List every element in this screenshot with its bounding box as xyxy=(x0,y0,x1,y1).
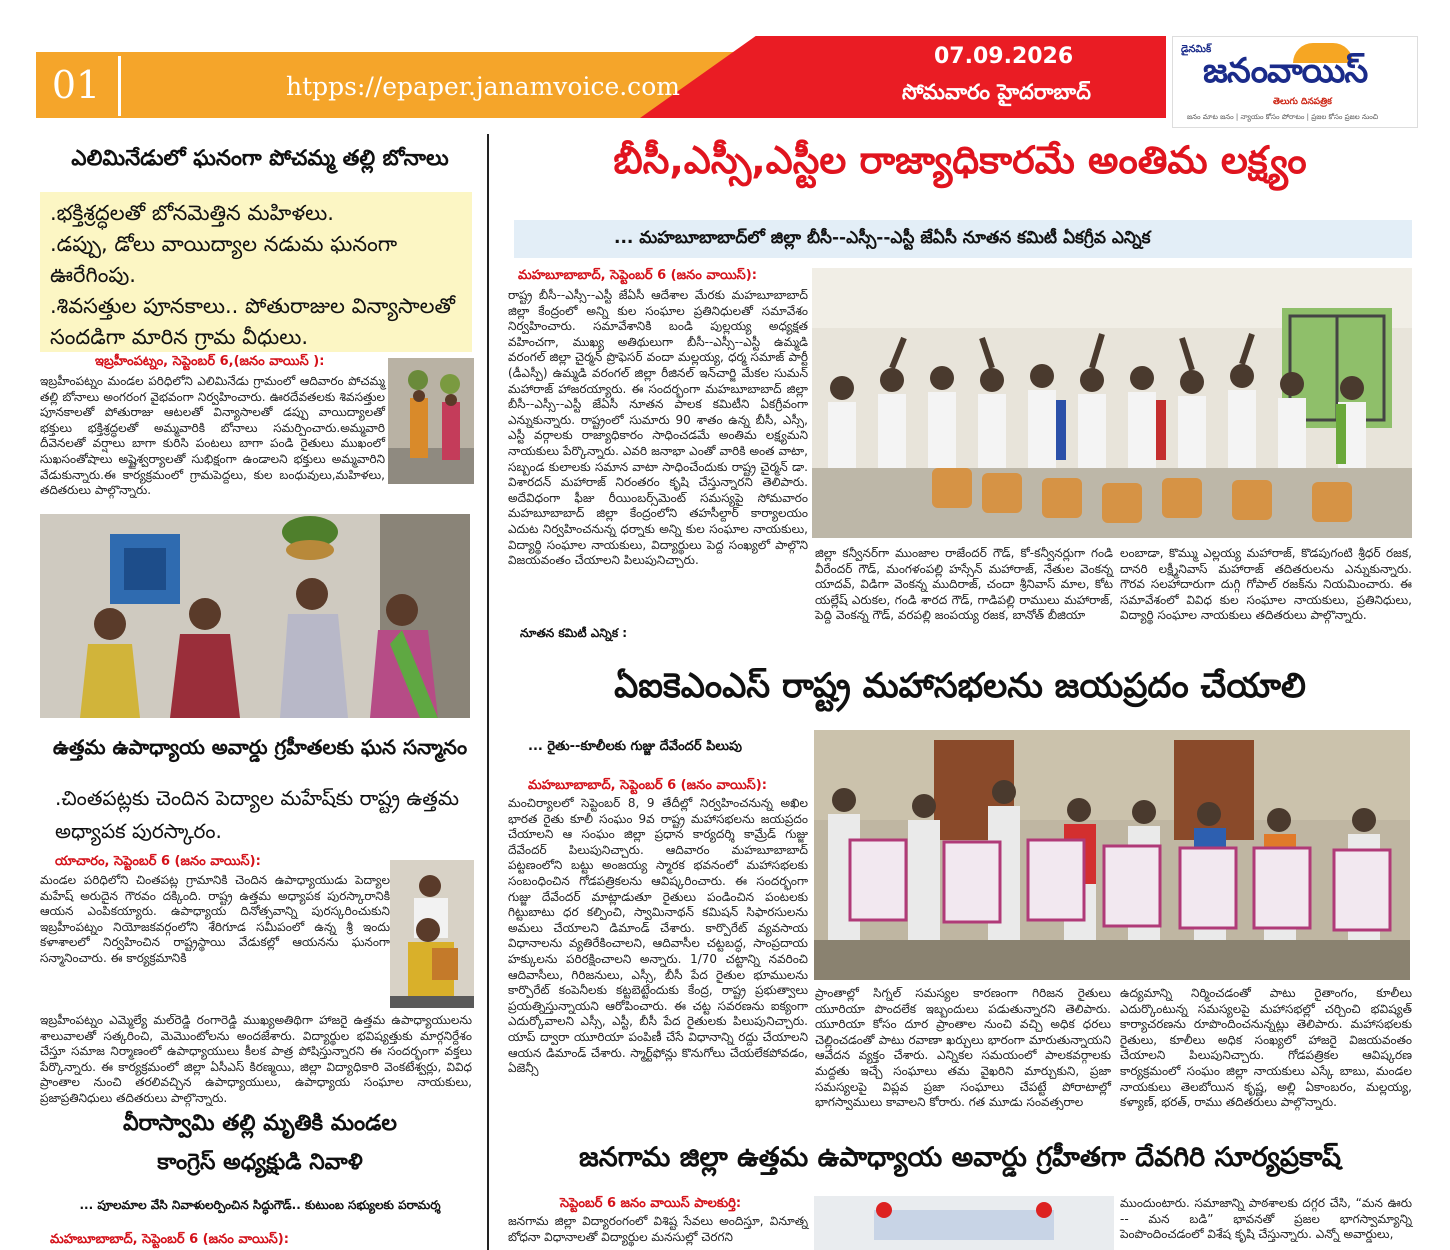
story-body: ఇబ్రహీంపట్నం ఎమ్మెల్యే మల్‌రెడ్డి రంగారెడ్డి ముఖ్యఅతిథిగా హాజరై ఉత్తమ ఉపాధ్యాయులను శాలువాలతో సత్కరించి, మెమొంటోలను అందజేశారు. విద్యార్థుల భవిష్యత్తుకు మార్గనిర్దేశం చేస్తూ సమాజ నిర్మాణంలో ఉపాధ్యాయులు కీలక పాత్ర పోషిస్తున్నారని ఈ సందర్భంగా వక్తలు పేర్కొన్నారు. ఈ కార్యక్రమంలో జిల్లా ఏసీఎస్ కిరణ్మయి, జిల్లా విద్యాధికారి వెంకటేశ్వర్లు, వివిధ ప్రాంతాల నుంచి తరలివచ్చిన ఉపాధ్యాయులు, ఉపాధ్యాయ సంఘాల నాయకులు, ప్రజాప్రతినిధులు తదితరులు పాల్గొన్నారు. xyxy=(40,1013,472,1105)
teacher-award-event-photo xyxy=(814,1196,1114,1250)
story-subheadline: ... మహబూబాబాద్‌లో జిల్లా బీసీ--ఎస్సీ--ఎస్టీ జేఏసీ నూతన కమిటీ ఏకగ్రీవ ఎన్నిక xyxy=(614,228,1151,248)
story-body: ఇబ్రహీంపట్నం మండల పరిధిలోని ఎలిమినేడు గ్రామంలో ఆదివారం పోచమ్మ తల్లి బోనాలు అంగరంగ వైభవంగా నిర్వహించారు. ఊరదేవతలకు శివసత్తుల పూనకాలతో పోతురాజు ఆటలతో విన్యాసాలతో డప్పు వాయిద్యాలతో భక్తులు భక్తిశ్రద్ధలతో అమ్మవారికి బోనాలు సమర్పించారు.అమ్మవారి దీవెనలతో వర్షాలు బాగా కురిసి పంటలు బాగా పండి రైతులు ముఖంలో సుఖసంతోషాలు అష్టైశ్వర్యాలతో సుభిక్షంగా ఉండాలని భక్తులు అమ్మవారిని వేడుకున్నారు.ఈ కార్యక్రమంలో గ్రామపెద్దలు, కుల బంధువులు,మహిళలు, తదితరులు పాల్గొన్నారు. xyxy=(40,374,385,498)
highlight-bullet: .డప్పు, డోలు వాయిద్యాల నడుమ ఘనంగా ఊరేగింపు. xyxy=(50,232,398,287)
story-headline: ఉత్తమ ఉపాధ్యాయ అవార్డు గ్రహీతలకు ఘన సన్మానం xyxy=(52,735,468,759)
story-subheadline: ... పూలమాల వేసి నివాళులర్పించిన సిద్ధుగౌడ్.. కుటుంబ సభ్యులకు పరామర్శ xyxy=(79,1198,441,1212)
issue-date: 07.09.2026 xyxy=(934,44,1074,69)
story-dateline: ఇబ్రహీంపట్నం, సెప్టెంబర్ 6,(జనం వాయిస్ ): xyxy=(95,354,325,369)
column-divider xyxy=(487,134,489,1250)
story-dateline: మహబూబాబాద్, సెప్టెంబర్ 6 (జనం వాయిస్): xyxy=(518,268,757,283)
issue-day-city: సోమవారం హైదరాబాద్ xyxy=(902,80,1091,104)
logo-motto: జనం మాట జనం | న్యాయం కోసం పోరాటం | ప్రజల కోసం ప్రజల నుంచి xyxy=(1187,113,1379,121)
highlight-bullet: .శివసత్తుల పూనకాలు.. పోతురాజుల విన్యాసాలతో సందడిగా మారిన గ్రామ వీధులు. xyxy=(50,294,455,349)
logo-small-text: డైనమిక్ xyxy=(1181,44,1212,55)
aikms-poster-release-photo xyxy=(814,730,1410,980)
story-headline: వీరాస్వామి తల్లి మృతికి మండల xyxy=(122,1111,398,1136)
women-with-bonam-photo xyxy=(40,514,470,718)
site-url-link[interactable]: htpps://epaper.janamvoice.com xyxy=(286,72,680,101)
photo-caption: లంబాడా, కొమ్ము ఎల్లయ్య మహారాజ్, కొడపుగంటి శ్రీధర్ రజక, దానరి లక్ష్మీనివాస్ మహారాజ్ తదితరులను ఎన్నుకున్నారు. గౌరవ సలహాదారుగా దుగ్గి గోపాల్ రజక్‌ను నియమించారు. ఈ సమావేశంలో వివిధ కుల సంఘాల నాయకులు, ప్రతినిధులు, విద్యార్థి సంఘాల నాయకులు తదితరులు పాల్గొన్నారు. xyxy=(1120,546,1412,623)
story-body: ముందుంటారు. సమాజాన్ని పాఠశాలకు దగ్గర చేసి, “మన ఊరు -- మన బడి” భావనతో ప్రజల భాగస్వామ్యాన్ని పెంపొందించడంలో విశేష కృషి చేస్తున్నారు. ఎన్నో అవార్డులు, xyxy=(1120,1196,1412,1242)
header-divider xyxy=(118,56,121,116)
story-body: మంచిర్యాలలో సెప్టెంబర్ 8, 9 తేదీల్లో నిర్వహించనున్న అఖిల భారత రైతు కూలీ సంఘం 9వ రాష్ట్ర మహాసభలను జయప్రదం చేయాలని ఆ సంఘం జిల్లా ప్రధాన కార్యదర్శి కామ్రేడ్ గుజ్జు దేవేందర్ పిలుపునిచ్చారు. ఆదివారం మహబూబాబాద్ పట్టణంలోని బట్టు అంజయ్య స్మారక భవనంలో మహాసభలకు సంబంధించిన గోడపత్రికలను ఆవిష్కరించారు. ఈ సందర్భంగా గుజ్జు దేవేందర్ మాట్లాడుతూ రైతులు పండించిన పంటలకు గిట్టుబాటు ధర కల్పించి, స్వామినాథన్ కమిషన్ సిఫారసులను అమలు చేయాలని డిమాండ్ చేశారు. కార్పొరేట్ వ్యవసాయ విధానాలను వ్యతిరేకించాలని, ఆదివాసీల చట్టబద్ధ, సాంప్రదాయ హక్కులను పరిరక్షించాలని అన్నారు. 1/70 చట్టాన్ని నవరించి ఆదివాసీలు, గిరిజనులు, ఎస్సీ, బీసీ పేద రైతుల భూములను కార్పొరేట్ కంపెనీలకు కట్టబెట్టేందుకు కేంద్ర, రాష్ట్ర ప్రభుత్వాలు ప్రయత్నిస్తున్నాయని ఆరోపించారు. ఈ చట్ట సవరణను ఐక్యంగా ఎదుర్కోవాలని ఎస్సీ, ఎస్టీ, బీసీ పేద రైతులకు పిలుపునిచ్చారు. యాప్ ద్వారా యూరియా పంపిణీ చేసే విధానాన్ని రద్దు చేయాలని ఆయన డిమాండ్ చేశారు. స్మార్ట్‌ఫోన్లు కొనుగోలు చేయలేకపోవడం, ఏజెన్సీ xyxy=(508,796,808,1076)
story-dateline: యాచారం, సెప్టెంబర్ 6 (జనం వాయిస్): xyxy=(55,854,261,869)
women-carrying-bonam-pots-photo xyxy=(388,358,474,484)
story-headline: ఎలిమినేడులో ఘనంగా పోచమ్మ తల్లి బోనాలు xyxy=(71,146,449,171)
highlight-bullet: .చింతపట్లకు చెందిన పెద్యాల మహేష్‌కు రాష్ట్ర ఉత్తమ అధ్యాపక పురస్కారం. xyxy=(55,786,460,843)
story-headline: జనగామ జిల్లా ఉత్తమ ఉపాధ్యాయ అవార్డు గ్రహీతగా దేవగిరి సూర్యప్రకాష్ xyxy=(579,1142,1341,1173)
jac-members-raising-hands-photo xyxy=(812,268,1412,538)
story-dateline: మహబూబాబాద్, సెప్టెంబర్ 6 (జనం వాయిస్): xyxy=(528,778,767,793)
story-body: జనగామ జిల్లా విద్యారంగంలో విశిష్ట సేవలు అందిస్తూ, వినూత్న బోధనా విధానాలతో విద్యార్థుల మనసుల్లో చెరగని xyxy=(508,1214,808,1244)
teacher-receiving-award-photo xyxy=(390,860,474,1008)
masthead-logo xyxy=(1172,36,1418,128)
photo-caption: ఉద్యమాన్ని నిర్మించడంతో పాటు రైతాంగం, కూలీలు ఎదుర్కొంటున్న సమస్యలపై మహాసభల్లో చర్చించి భవిష్యత్ కార్యాచరణను రూపొందించనున్నట్లు తెలిపారు. మహాసభలకు రైతులు, కూలీలు అధిక సంఖ్యలో హాజరై విజయవంతం చేయాలని పిలుపునిచ్చారు. గోడపత్రికల ఆవిష్కరణ కార్యక్రమంలో సంఘం జిల్లా నాయకులు ఎస్కే బాబు, మండల నాయకులు తెలబోయిన కృష్ణ, అల్లి ఏకాంబరం, మల్లయ్య, కళ్యాణ్, భరత్, రాము తదితరులు పాల్గొన్నారు. xyxy=(1120,986,1412,1110)
highlight-bullet: .భక్తిశ్రద్ధలతో బోనమెత్తిన మహిళలు. xyxy=(50,201,334,225)
photo-caption: ప్రాంతాల్లో సిగ్నల్ సమస్యల కారణంగా గిరిజన రైతులు యూరియా పొందలేక ఇబ్బందులు పడుతున్నారని తెలిపారు. యూరియా కోసం దూర ప్రాంతాల నుంచి వచ్చి అధిక ధరలు చెల్లించడంతో పాటు రవాణా ఖర్చులు భారంగా మారుతున్నాయని ఆవేదన వ్యక్తం చేశారు. ఎన్నికల సమయంలో పాలకవర్గాలకు మద్దతు ఇచ్చే సంఘాలు తమ వైఖరిని మార్చుకుని, ప్రజా సమస్యలపై విప్లవ ప్రజా సంఘాలు చేపట్టే పోరాటాల్లో భాగస్వాములు కావాలని కోరారు. గత మూడు సంవత్సరాల xyxy=(815,986,1111,1110)
logo-tagline: తెలుగు దినపత్రిక xyxy=(1273,97,1332,107)
lead-headline: బీసీ,ఎస్సీ,ఎస్టీల రాజ్యాధికారమే అంతిమ లక్ష్యం xyxy=(613,138,1307,182)
logo-wordmark: జనంవాయిస్ xyxy=(1203,51,1368,91)
story-body: మండల పరిధిలోని చింతపట్ల గ్రామానికి చెందిన ఉపాధ్యాయుడు పెద్యాల మహేష్ అరుదైన గౌరవం దక్కింది. రాష్ట్ర ఉత్తమ అధ్యాపక పురస్కారానికి ఆయన ఎంపికయ్యారు. ఉపాధ్యాయ దినోత్సవాన్ని పురస్కరించుకుని ఇబ్రహీంపట్నం నియోజకవర్గంలోని శేరిగూడ సమీపంలో ఉన్న శ్రీ ఇందు కళాశాలలో నిర్వహించిన రాష్ట్రస్థాయి వేడుకల్లో ఆయనను ఘనంగా సన్మానించారు. ఈ కార్యక్రమానికి xyxy=(40,873,390,965)
story-dateline: మహబూబాబాద్, సెప్టెంబర్ 6 (జనం వాయిస్): xyxy=(50,1232,289,1247)
story-subheadline: ... రైతు--కూలీలకు గుజ్జు దేవేందర్ పిలుపు xyxy=(528,739,743,754)
section-subheading: నూతన కమిటీ ఎన్నిక : xyxy=(520,626,628,640)
story-body: రాష్ట్ర బీసీ--ఎస్సీ--ఎస్టీ జేఏసీ ఆదేశాల మేరకు మహబూబాబాద్ జిల్లా కేంద్రంలో అన్ని కుల సంఘాల ప్రతినిధులతో సమావేశం నిర్వహించారు. సమావేశానికి బండి పుల్లయ్య అధ్యక్షత వహించగా, ముఖ్య అతిథులుగా బీసీ--ఎస్సీ--ఎస్టీ ఉమ్మడి వరంగల్ జిల్లా చైర్మన్ ప్రొఫెసర్ వందా మల్లయ్య, ధర్మ సమాజ్ పార్టీ (డీఎస్పీ) ఉమ్మడి వరంగల్ జిల్లా రీజినల్ ఇన్‌చార్జి మేకల సుమన్ మహారాజ్ హాజరయ్యారు. ఈ సందర్భంగా మహబూబాబాద్ జిల్లా బీసీ--ఎస్సీ--ఎస్టీ జేఏసీ నూతన పాలక కమిటీని ఏకగ్రీవంగా ఎన్నుకున్నారు. రాష్ట్రంలో సుమారు 90 శాతం ఉన్న బీసీ, ఎస్సీ, ఎస్టీ వర్గాలకు రాజ్యాధికారం సాధించడమే అంతిమ లక్ష్యమని నాయకులు పేర్కొన్నారు. ఎవరి జనాభా ఎంతో వారికి అంత వాటా, సబ్బండ కులాలకు సమాన వాటా సాధించేందుకు రాష్ట్ర చైర్మన్ డా. విశారదన్ మహారాజ్ నిరంతరం కృషి చేస్తున్నారని తెలిపారు. అదేవిధంగా ఫీజు రీయింబర్స్‌మెంట్ సమస్యపై సోమవారం మహబూబాబాద్ జిల్లా కేంద్రంలోని తహసీల్దార్ కార్యాలయం ఎదుట నిర్వహించనున్న ధర్నాకు అన్ని కుల సంఘాల నాయకులు, విద్యార్థి సంఘాల నాయకులు, విద్యార్థులు పెద్ద సంఖ్యలో పాల్గొని విజయవంతం చేయాలని పిలుపునిచ్చారు. xyxy=(508,288,808,568)
page-number: 01 xyxy=(51,63,101,107)
story-dateline: సెప్టెంబర్ 6 జనం వాయిస్ పాలకుర్తి: xyxy=(560,1196,742,1211)
photo-caption: జిల్లా కన్వీనర్‌గా ముంజాల రాజేందర్ గౌడ్, కో-కన్వీనర్లుగా గండి వీరేందర్ గౌడ్, మంగళంపల్లి హస్సేన్ మహారాజ్, నేతుల వెంకన్న యాదవ్, విడిగా వెంకన్న ముదిరాజ్, చందా శ్రీనివాస్ మాల, కోట యల్లేష్ ఎరుకల, గండి శారద గౌడ్, గాడిపల్లి రాములు మహారాజ్, పెద్ది వెంకన్న గౌడ్, వరపల్లి జంపయ్య రజక, బానోత్ బీజియా xyxy=(815,546,1113,623)
story-headline: ఏఐకెఎంఎస్ రాష్ట్ర మహాసభలను జయప్రదం చేయాలి xyxy=(614,666,1306,706)
story-headline: కాంగ్రెస్ అధ్యక్షుడి నివాళి xyxy=(157,1150,363,1175)
